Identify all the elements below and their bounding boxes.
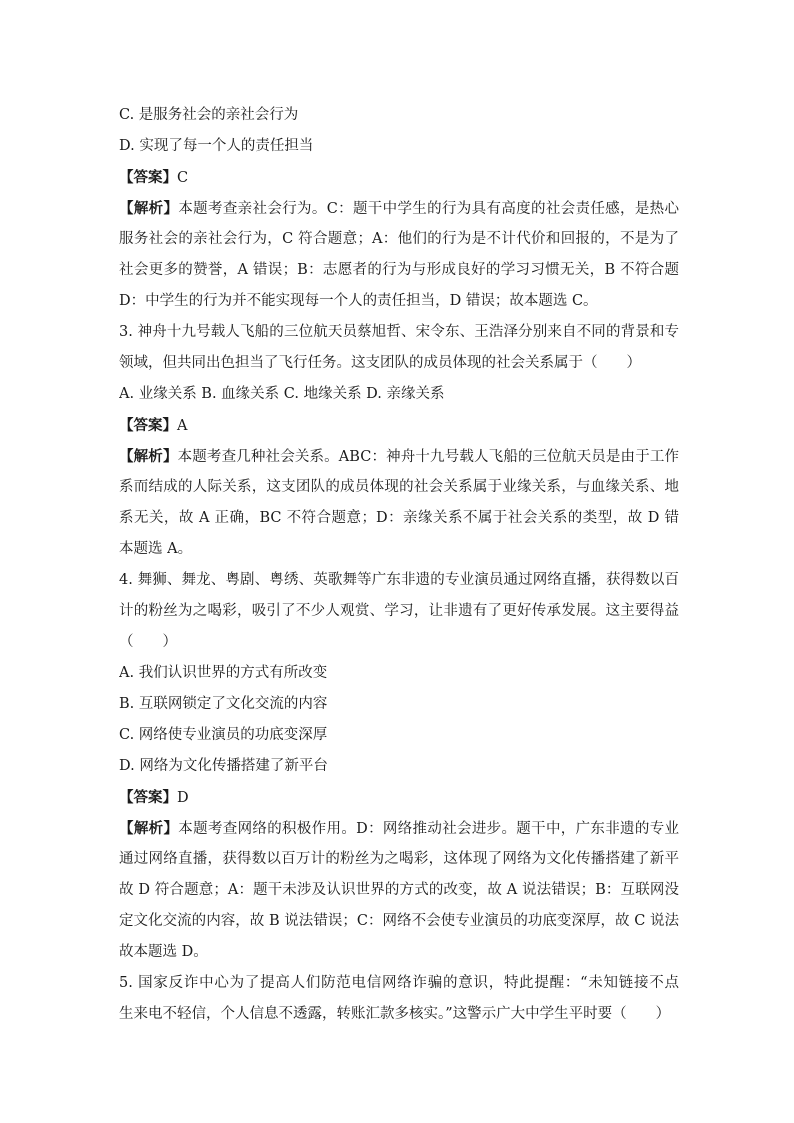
line-text: 4. 舞狮、舞龙、粤剧、粤绣、英歌舞等广东非遗的专业演员通过网络直播，获得数以百 [119, 572, 679, 588]
section-tag: 【解析】 [119, 448, 178, 465]
section-tag: 【解析】 [119, 200, 179, 217]
text-line [119, 534, 679, 565]
line-text: B. 互联网锁定了文化交流的内容 [119, 696, 328, 712]
line-text: 系而结成的人际关系，这支团队的成员体现的社会关系属于业缘关系，与血缘关系、地 [119, 479, 679, 495]
text-line [119, 317, 679, 348]
text-line [119, 100, 679, 131]
text-line [119, 999, 679, 1030]
line-text: 服务社会的亲社会行为，C 符合题意；A：他们的行为是不计代价和回报的，不是为了 [119, 231, 679, 247]
text-line [119, 627, 679, 658]
text-line [119, 193, 679, 224]
line-text: 本题考查亲社会行为。C：题干中学生的行为具有高度的社会责任感，是热心 [178, 201, 679, 217]
document-page [119, 100, 679, 1030]
text-line [119, 658, 679, 689]
text-line [119, 162, 679, 193]
line-text: 本题考查网络的积极作用。D：网络推动社会进步。题干中，广东非遗的专业 [178, 821, 679, 837]
document-body [119, 100, 679, 1030]
text-line [119, 472, 679, 503]
line-text: D：中学生的行为并不能实现每一个人的责任担当，D 错误；故本题选 C。 [119, 293, 598, 309]
line-text: D. 网络为文化传播搭建了新平台 [119, 758, 328, 774]
section-tag: 【解析】 [119, 820, 179, 837]
line-text: C. 网络使专业演员的功底变深厚 [119, 727, 328, 743]
line-text: 本题选 A。 [119, 541, 193, 557]
section-tag: 【答案】 [119, 789, 177, 806]
line-text: 计的粉丝为之喝彩，吸引了不少人观赏、学习，让非遗有了更好传承发展。这主要得益 [119, 603, 679, 619]
line-text: 通过网络直播，获得数以百万计的粉丝为之喝彩，这体现了网络为文化传播搭建了新平 [119, 851, 679, 867]
text-line [119, 906, 679, 937]
text-line [119, 782, 679, 813]
text-line [119, 224, 679, 255]
text-line [119, 844, 679, 875]
text-line [119, 968, 679, 999]
line-text: 故本题选 D。 [119, 944, 208, 960]
line-text: 定文化交流的内容，故 B 说法错误；C：网络不会使专业演员的功底变深厚，故 C 说法 [119, 913, 679, 929]
line-text: 本题考查几种社会关系。ABC：神舟十九号载人飞船的三位航天员是由于工作 [177, 449, 679, 465]
line-text: D [177, 790, 189, 806]
text-line [119, 689, 679, 720]
section-tag: 【答案】 [119, 417, 177, 434]
line-text: D. 实现了每一个人的责任担当 [119, 138, 314, 154]
line-text: A. 业缘关系 B. 血缘关系 C. 地缘关系 D. 亲缘关系 [119, 386, 445, 402]
text-line [119, 720, 679, 751]
text-line [119, 255, 679, 286]
text-line [119, 565, 679, 596]
text-line [119, 813, 679, 844]
line-text: 领域，但共同出色担当了飞行任务。这支团队的成员体现的社会关系属于（ ） [119, 355, 641, 371]
text-line [119, 348, 679, 379]
text-line [119, 751, 679, 782]
text-line [119, 131, 679, 162]
text-line [119, 410, 679, 441]
line-text: C. 是服务社会的亲社会行为 [119, 107, 299, 123]
text-line [119, 286, 679, 317]
text-line [119, 937, 679, 968]
line-text: A [177, 418, 188, 434]
line-text: A. 我们认识世界的方式有所改变 [119, 665, 328, 681]
line-text: 社会更多的赞誉，A 错误；B：志愿者的行为与形成良好的学习习惯无关，B 不符合题 [119, 262, 679, 278]
text-line [119, 441, 679, 472]
section-tag: 【答案】 [119, 169, 177, 186]
text-line [119, 596, 679, 627]
line-text: （ ） [119, 634, 177, 650]
line-text: 5. 国家反诈中心为了提高人们防范电信网络诈骗的意识，特此提醒：“未知链接不点 [119, 975, 679, 991]
text-line [119, 875, 679, 906]
line-text: C [177, 170, 189, 186]
line-text: 3. 神舟十九号载人飞船的三位航天员蔡旭哲、宋令东、王浩泽分别来自不同的背景和专 [119, 324, 679, 340]
line-text: 系无关，故 A 正确，BC 不符合题意；D：亲缘关系不属于社会关系的类型，故 D 错 [119, 510, 679, 526]
text-line [119, 379, 679, 410]
line-text: 故 D 符合题意；A：题干未涉及认识世界的方式的改变，故 A 说法错误；B：互联网没 [119, 882, 679, 898]
line-text: 生来电不轻信，个人信息不透露，转账汇款多核实。”这警示广大中学生平时要（ ） [119, 1006, 671, 1022]
text-line [119, 503, 679, 534]
